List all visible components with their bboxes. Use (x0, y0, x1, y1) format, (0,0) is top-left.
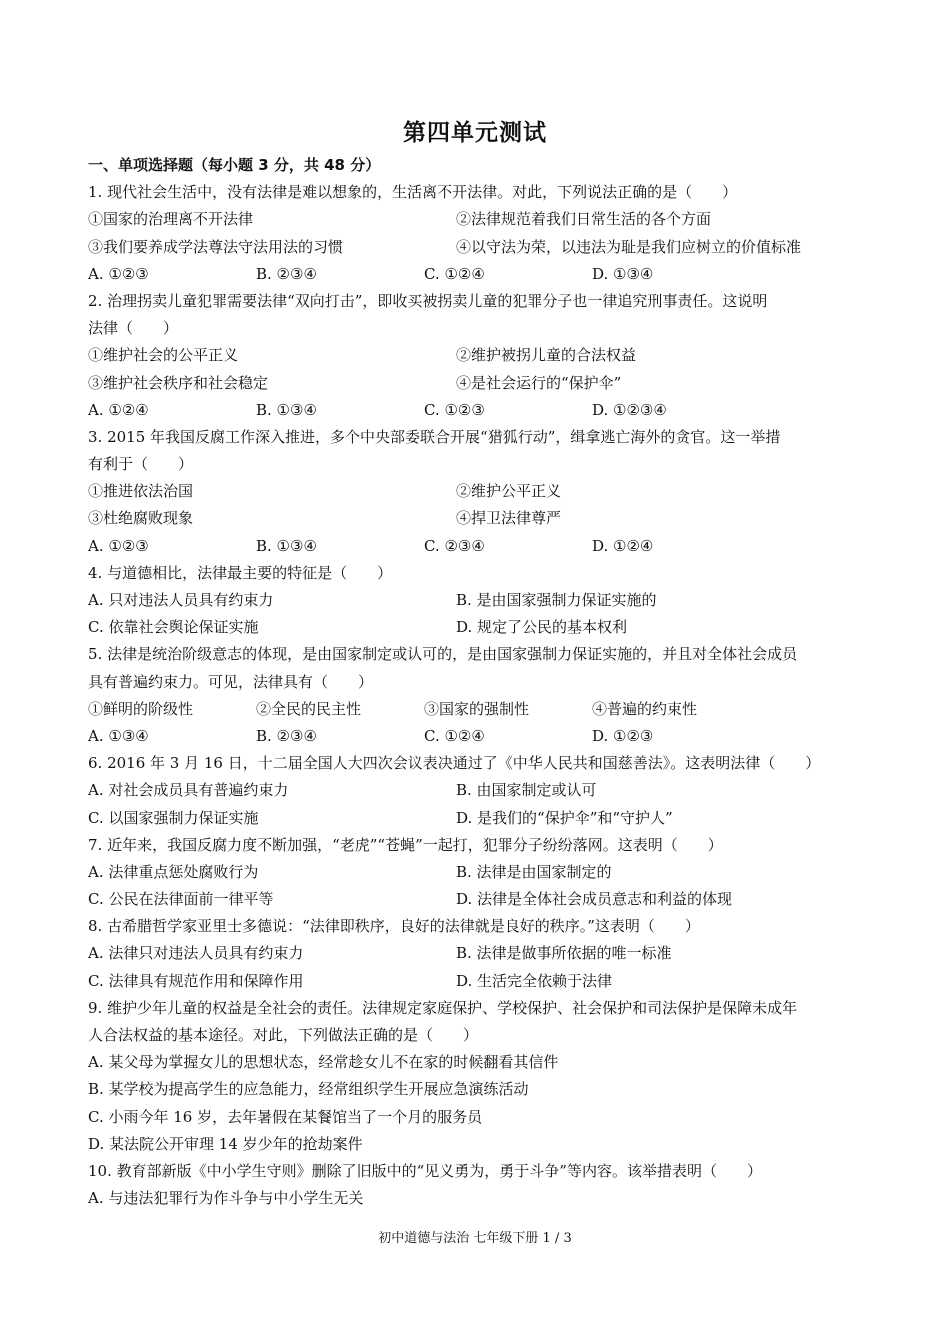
statement-row (88, 478, 878, 505)
answer-option: A. 某父母为掌握女儿的思想状态，经常趁女儿不在家的时候翻看其信件 (88, 1053, 559, 1072)
statement: ④以守法为荣，以违法为耻是我们应树立的价值标准 (456, 237, 802, 256)
option-row (88, 886, 878, 913)
page-footer: 初中道德与法治 七年级下册 1 / 3 (378, 1231, 572, 1246)
answer-option: C. ①②③ (424, 400, 485, 419)
question-stem: 人合法权益的基本途径。对此，下列做法正确的是（ ） (88, 1026, 479, 1044)
answer-option: C. 法律具有规范作用和保障作用 (88, 971, 304, 990)
question-7 (88, 832, 878, 914)
question-2 (88, 288, 878, 424)
answer-option: D. ①③④ (592, 264, 654, 283)
option-row (88, 968, 878, 995)
statement-row (88, 234, 878, 261)
option-row (88, 397, 878, 424)
option-row (88, 805, 878, 832)
answer-option: D. ①②③ (592, 726, 654, 745)
option-row (88, 533, 878, 560)
question-stem: 3. 2015 年我国反腐工作深入推进，多个中央部委联合开展“猎狐行动”，缉拿逃亡海外的贪官。这一举措 (88, 427, 781, 446)
statement: ③我们要养成学法尊法守法用法的习惯 (88, 237, 344, 256)
question-stem: 9. 维护少年儿童的权益是全社会的责任。法律规定家庭保护、学校保护、社会保护和司法保护是保障未成年 (88, 998, 798, 1017)
answer-option: B. 是由国家强制力保证实施的 (456, 591, 657, 609)
statement: ④普遍的约束性 (592, 699, 698, 718)
statement: ②维护被拐儿童的合法权益 (456, 346, 637, 365)
answer-option: A. 对社会成员具有普遍约束力 (88, 781, 289, 800)
question-5 (88, 641, 878, 750)
statement: ③杜绝腐败现象 (88, 509, 194, 528)
answer-option: A. 法律只对违法人员具有约束力 (88, 944, 304, 963)
question-stem: 2. 治理拐卖儿童犯罪需要法律“双向打击”，即收买被拐卖儿童的犯罪分子也一律追究刑事责任。这说明 (88, 291, 768, 310)
question-10 (88, 1158, 878, 1212)
answer-option: A. 与违法犯罪行为作斗争与中小学生无关 (88, 1189, 364, 1208)
answer-option: B. ①③④ (256, 400, 317, 419)
question-stem: 7. 近年来，我国反腐力度不断加强，“老虎”“苍蝇”一起打，犯罪分子纷纷落网。这表明（ ） (88, 835, 723, 854)
statement-row (88, 342, 878, 369)
answer-option: D. ①②④ (592, 536, 654, 555)
answer-option: D. 法律是全体社会成员意志和利益的体现 (456, 890, 733, 909)
section-heading: 一、单项选择题（每小题 3 分，共 48 分） (88, 156, 381, 174)
question-stem: 法律（ ） (88, 319, 179, 338)
answer-option: C. 公民在法律面前一律平等 (88, 890, 274, 909)
answer-option: C. 依靠社会舆论保证实施 (88, 618, 259, 637)
question-8 (88, 913, 878, 995)
question-1 (88, 179, 878, 288)
option-row (88, 940, 878, 967)
answer-option: D. 生活完全依赖于法律 (456, 971, 613, 990)
statement: ③维护社会秩序和社会稳定 (88, 373, 269, 392)
statement: ③国家的强制性 (424, 699, 530, 718)
answer-option: A. ①②④ (88, 400, 149, 419)
answer-option: A. 只对违法人员具有约束力 (88, 591, 274, 609)
option-row (88, 261, 878, 288)
statement-row (88, 505, 878, 532)
answer-option: A. ①②③ (88, 536, 149, 555)
answer-option: D. ①②③④ (592, 400, 667, 419)
question-stem: 4. 与道德相比，法律最主要的特征是（ ） (88, 563, 393, 582)
answer-option: A. 法律重点惩处腐败行为 (88, 862, 259, 881)
question-9 (88, 995, 878, 1158)
statement: ④是社会运行的“保护伞” (456, 373, 622, 392)
option-row (88, 723, 878, 750)
question-3 (88, 424, 878, 560)
statement: ①推进依法治国 (88, 482, 194, 501)
answer-option: A. ①②③ (88, 264, 149, 283)
question-stem: 10. 教育部新版《中小学生守则》删除了旧版中的“见义勇为，勇于斗争”等内容。该举措表明（ ） (88, 1161, 762, 1180)
answer-option: C. 以国家强制力保证实施 (88, 808, 259, 827)
answer-option: B. ②③④ (256, 264, 317, 283)
answer-option: B. 由国家制定或认可 (456, 781, 597, 800)
answer-option: D. 是我们的“保护伞”和“守护人” (456, 808, 673, 827)
question-stem: 有利于（ ） (88, 455, 194, 474)
answer-option: A. ①③④ (88, 726, 149, 745)
statement: ①鲜明的阶级性 (88, 699, 194, 718)
option-row (88, 587, 878, 614)
question-6 (88, 750, 878, 832)
statement: ④捍卫法律尊严 (456, 509, 562, 528)
answer-option: D. 规定了公民的基本权利 (456, 618, 628, 637)
answer-option: B. ②③④ (256, 726, 317, 745)
answer-option: B. 某学校为提高学生的应急能力，经常组织学生开展应急演练活动 (88, 1080, 529, 1099)
statement: ②维护公平正义 (456, 482, 562, 501)
option-row (88, 777, 878, 804)
answer-option: C. ②③④ (424, 536, 485, 555)
question-stem: 6. 2016 年 3 月 16 日，十二届全国人大四次会议表决通过了《中华人民共和国慈善法》。这表明法律（ ） (88, 754, 821, 773)
answer-option: C. 小雨今年 16 岁，去年暑假在某餐馆当了一个月的服务员 (88, 1107, 483, 1126)
answer-option: D. 某法院公开审理 14 岁少年的抢劫案件 (88, 1134, 363, 1153)
option-row (88, 859, 878, 886)
statement: ①维护社会的公平正义 (88, 346, 239, 365)
question-stem: 具有普遍约束力。可见，法律具有（ ） (88, 672, 374, 691)
question-stem: 8. 古希腊哲学家亚里士多德说：“法律即秩序，良好的法律就是良好的秩序。”这表明（ ） (88, 917, 700, 936)
answer-option: B. 法律是做事所依据的唯一标准 (456, 944, 672, 963)
statement-row (88, 370, 878, 397)
answer-option: B. ①③④ (256, 536, 317, 555)
answer-option: C. ①②④ (424, 264, 485, 283)
statement: ①国家的治理离不开法律 (88, 210, 254, 229)
statement-row (88, 206, 878, 233)
answer-option: C. ①②④ (424, 726, 485, 745)
page-title: 第四单元测试 (403, 120, 547, 146)
question-stem: 1. 现代社会生活中，没有法律是难以想象的，生活离不开法律。对此，下列说法正确的是（ ） (88, 183, 738, 202)
question-stem: 5. 法律是统治阶级意志的体现，是由国家制定或认可的，是由国家强制力保证实施的，并且对全体社会成员 (88, 645, 798, 664)
answer-option: B. 法律是由国家制定的 (456, 862, 612, 881)
question-4 (88, 560, 878, 642)
statement-row (88, 696, 878, 723)
document-body (88, 152, 878, 1212)
option-row (88, 614, 878, 641)
statement: ②法律规范着我们日常生活的各个方面 (456, 210, 712, 229)
statement: ②全民的民主性 (256, 699, 362, 718)
